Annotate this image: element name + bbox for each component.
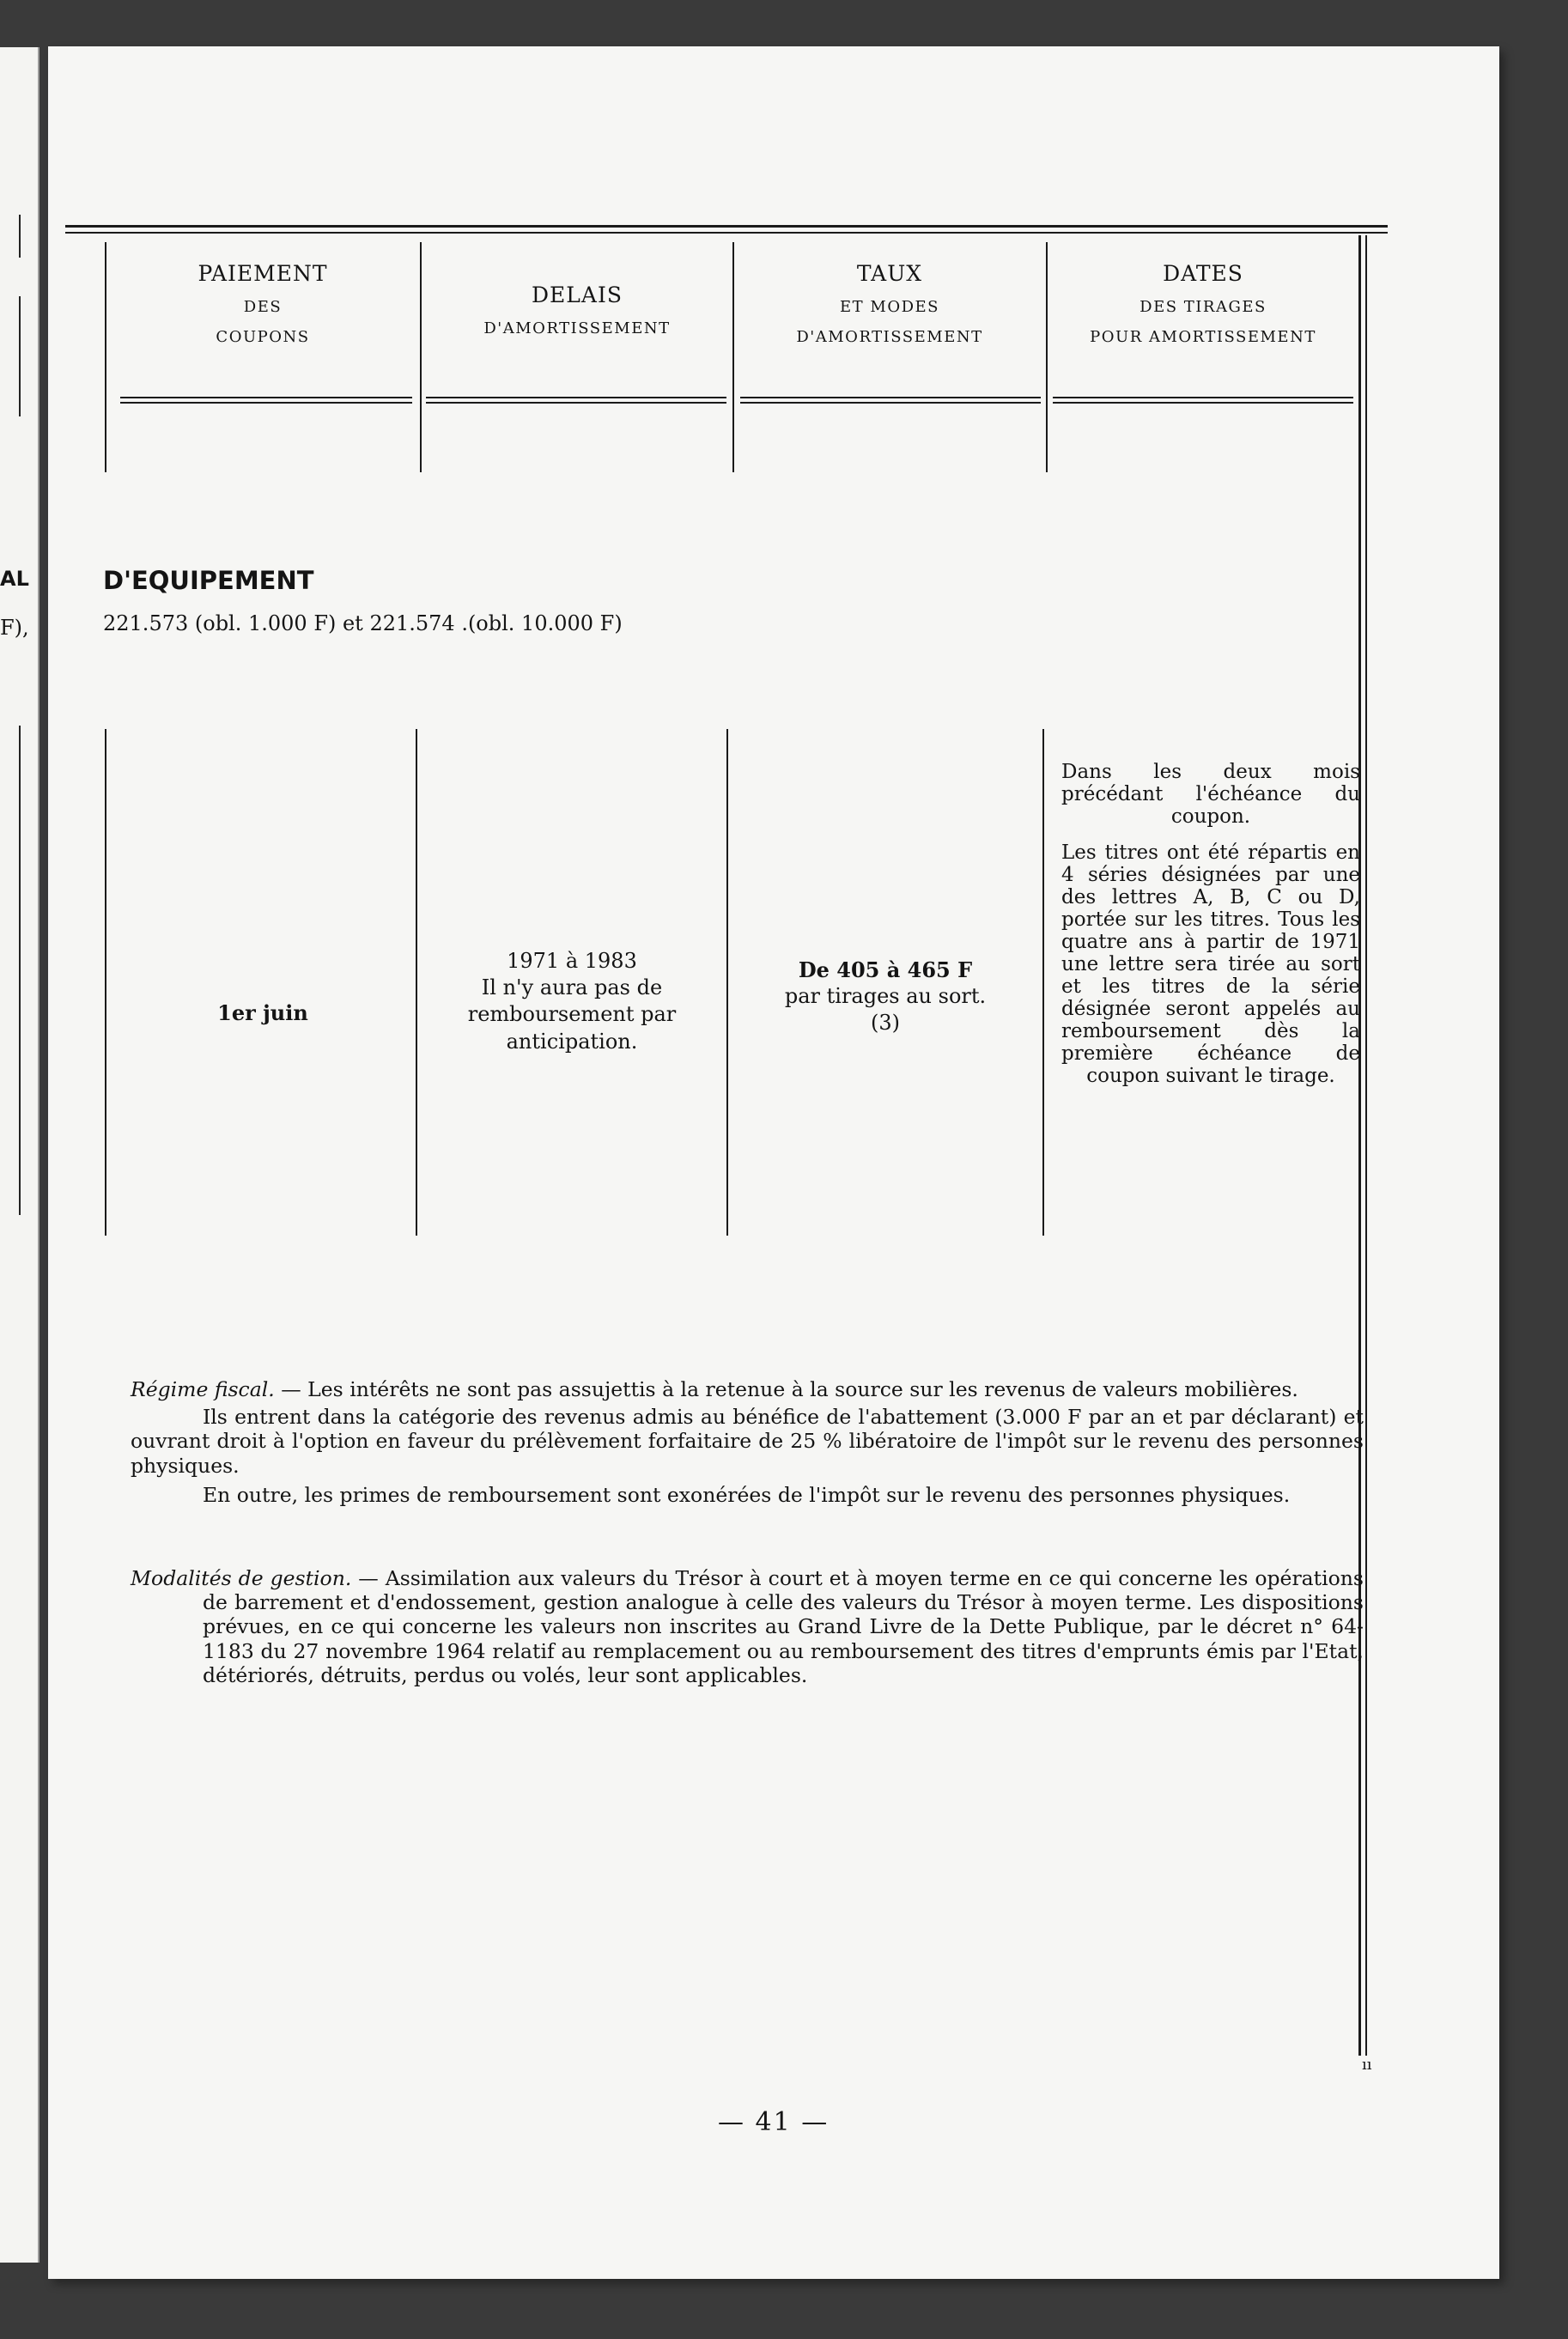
- column-rule: [416, 729, 417, 1236]
- prev-page-rule: [19, 215, 21, 258]
- taux-cell: [735, 957, 1036, 1037]
- margin-mark: ıı: [1362, 2056, 1372, 2074]
- top-rule: [65, 225, 1388, 228]
- prev-page-rule: [19, 726, 21, 1215]
- prev-page-fragment: AL: [0, 567, 29, 591]
- header-underline: [740, 397, 1041, 398]
- header-underline: [1053, 402, 1353, 404]
- taux-mode: par tirages au sort.: [784, 984, 987, 1009]
- document-page: [48, 46, 1499, 2279]
- column-rule: [726, 729, 728, 1236]
- section-title: D'EQUIPEMENT: [103, 566, 314, 595]
- right-rule: [1365, 235, 1367, 2056]
- prev-page-rule: [19, 296, 21, 416]
- header-title: TAUX: [856, 261, 923, 286]
- prev-page-fragment: F),: [0, 616, 29, 640]
- dates-paragraph: Les titres ont été répartis en 4 séries désignées par une des lettres A, B, C ou D, portée sur les titres. Tous les quatre ans à partir de 1971 une lettre sera tirée au sort et les titres de la série désignée seront appelés au remboursement dès la première échéance de coupon suivant le tirage.: [1061, 841, 1360, 1087]
- header-underline: [426, 402, 726, 404]
- header-subtitle: DES: [243, 298, 283, 316]
- right-rule: [1358, 235, 1361, 2056]
- column-rule: [732, 242, 734, 472]
- column-rule: [105, 729, 106, 1236]
- payment-date: 1er juin: [217, 1000, 308, 1025]
- column-rule: [1046, 242, 1048, 472]
- regime-fiscal-block: [131, 1377, 1364, 1507]
- dates-paragraph: Dans les deux mois précédant l'échéance du coupon.: [1061, 761, 1360, 828]
- delais-cell: [426, 948, 718, 1055]
- modalites-text: — Assimilation aux valeurs du Trésor à court et à moyen terme en ce qui concerne les opérations de barrement et d'endossement, gestion analogue à celle des valeurs du Trésor à moyen terme. Les dispositions prévues, en ce qui concerne les valeurs non inscrites au Grand Livre de la Dette Publique, par le décret n° 64-1183 du 27 novembre 1964 relatif au remplacement ou au remboursement des titres d'emprunts émis par l'Etat, détériorés, détruits, perdus ou volés, leur sont applicables.: [203, 1566, 1364, 1687]
- header-title: PAIEMENT: [198, 261, 328, 286]
- regime-paragraph: Ils entrent dans la catégorie des revenus admis au bénéfice de l'abattement (3.000 F par an et par déclarant) et ouvrant droit à l'option en faveur du prélèvement forfaitaire de 25 % libératoire de l'impôt sur le revenu des personnes physiques.: [131, 1405, 1364, 1478]
- header-underline: [426, 397, 726, 398]
- modalites-label: Modalités de gestion.: [131, 1566, 352, 1590]
- header-subtitle: D'AMORTISSEMENT: [483, 319, 671, 337]
- header-title: DELAIS: [532, 283, 623, 307]
- header-subtitle: DES TIRAGES: [1140, 298, 1267, 316]
- header-delais: [423, 283, 731, 337]
- header-dates: [1049, 261, 1357, 346]
- header-taux: [736, 261, 1043, 346]
- header-subtitle: POUR AMORTISSEMENT: [1090, 328, 1316, 346]
- header-subtitle: ET MODES: [840, 298, 939, 316]
- header-underline: [120, 402, 412, 404]
- header-subtitle: COUPONS: [216, 328, 310, 346]
- top-rule: [65, 232, 1388, 234]
- header-underline: [120, 397, 412, 398]
- column-rule: [420, 242, 422, 472]
- delais-years: 1971 à 1983: [507, 949, 637, 973]
- issue-codes: 221.573 (obl. 1.000 F) et 221.574 .(obl. 10.000 F): [103, 611, 623, 635]
- header-underline: [1053, 397, 1353, 398]
- taux-note: (3): [871, 1011, 900, 1036]
- taux-range: De 405 à 465 F: [798, 957, 973, 982]
- regime-text: — Les intérêts ne sont pas assujettis à la retenue à la source sur les revenus de valeurs mobilières.: [281, 1377, 1298, 1401]
- modalites-block: [131, 1566, 1364, 1687]
- dates-cell: [1061, 761, 1360, 1101]
- header-underline: [740, 402, 1041, 404]
- page-number: — 41 —: [718, 2107, 830, 2137]
- column-rule: [105, 242, 106, 472]
- header-subtitle: D'AMORTISSEMENT: [796, 328, 983, 346]
- header-title: DATES: [1163, 261, 1243, 286]
- regime-label: Régime fiscal.: [131, 1377, 275, 1401]
- delais-note: Il n'y aura pas de remboursement par anticipation.: [467, 975, 677, 1054]
- previous-page-edge: [0, 47, 40, 2263]
- column-rule: [1042, 729, 1044, 1236]
- header-paiement: [108, 261, 417, 346]
- regime-paragraph: En outre, les primes de remboursement sont exonérées de l'impôt sur le revenu des personnes physiques.: [203, 1482, 1291, 1507]
